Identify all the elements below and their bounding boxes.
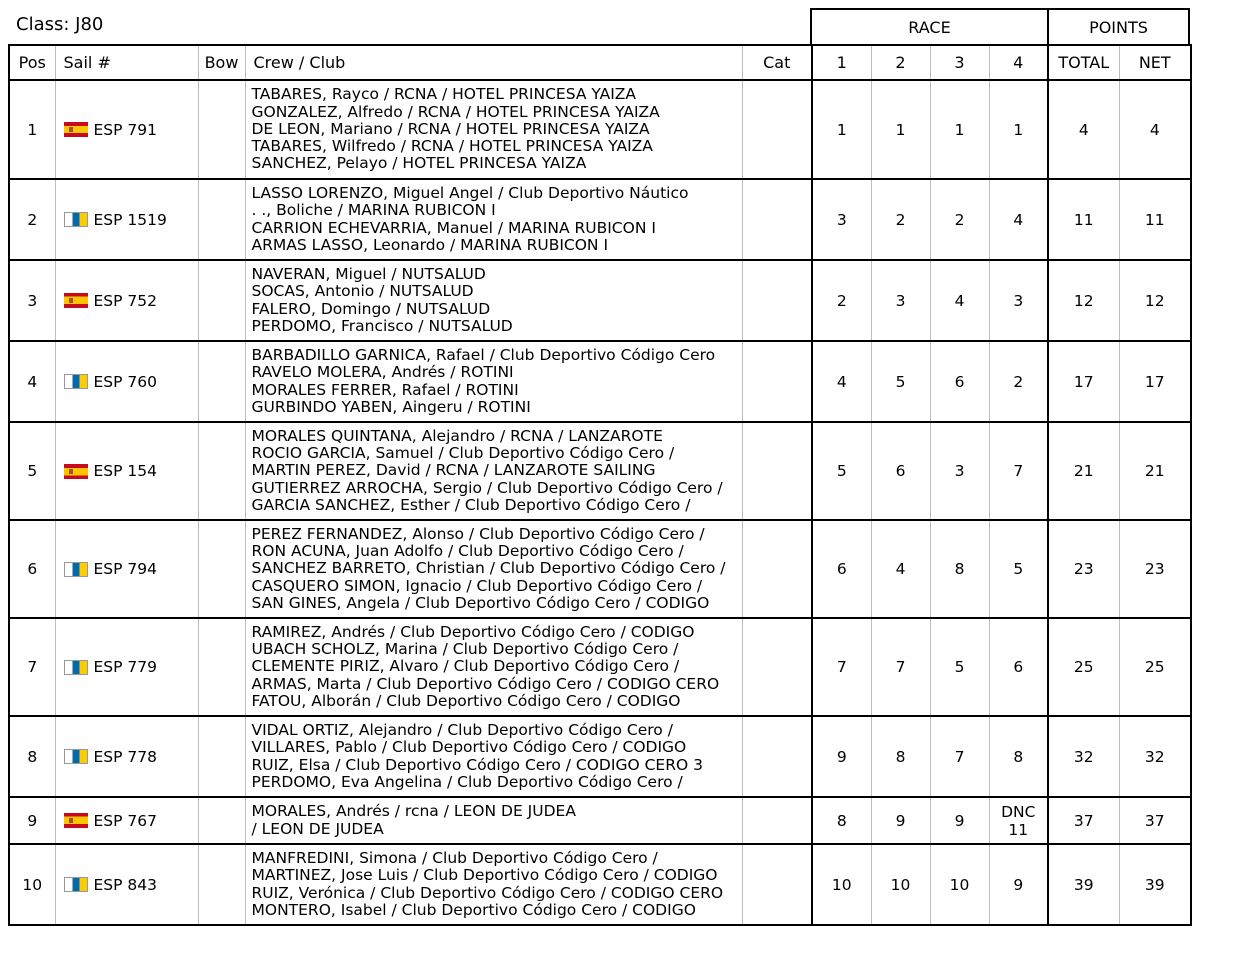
race-4-cell: 8 [989, 716, 1048, 797]
crew-line: GARCIA SANCHEZ, Esther / Club Deportivo Código Cero / [251, 495, 691, 514]
crew-line: RON ACUNA, Juan Adolfo / Club Deportivo Código Cero / [251, 542, 684, 561]
canary-islands-flag-icon [64, 877, 88, 892]
sail-cell [55, 520, 198, 618]
crew-line: LASSO LORENZO, Miguel Angel / Club Deportivo Náutico [251, 184, 689, 203]
race-2-cell: 1 [871, 80, 930, 179]
race-4-cell: 4 [989, 179, 1048, 260]
table-row [9, 797, 1191, 844]
crew-line: NAVERAN, Miguel / NUTSALUD [251, 265, 486, 284]
crew-line: / LEON DE JUDEA [251, 819, 384, 838]
net-cell: 4 [1119, 80, 1191, 179]
bow-cell [198, 179, 245, 260]
race-2-cell: 6 [871, 422, 930, 520]
spain-flag-icon [64, 464, 88, 479]
race-3-cell: 4 [930, 260, 989, 341]
col-race4-header: 4 [989, 45, 1048, 80]
crew-line: SANCHEZ, Pelayo / HOTEL PRINCESA YAIZA [251, 154, 587, 173]
total-cell: 17 [1048, 341, 1119, 422]
cat-cell [742, 179, 812, 260]
race-1-cell: 3 [812, 179, 871, 260]
pos-cell: 4 [9, 341, 55, 422]
sail-cell [55, 797, 198, 844]
crew-cell [245, 797, 742, 844]
net-cell: 23 [1119, 520, 1191, 618]
bow-cell [198, 520, 245, 618]
crew-line: SOCAS, Antonio / NUTSALUD [251, 282, 474, 301]
table-row [9, 422, 1191, 520]
pos-cell: 9 [9, 797, 55, 844]
cat-cell [742, 260, 812, 341]
col-total-header: TOTAL [1048, 45, 1119, 80]
crew-cell [245, 844, 742, 925]
col-cat-header: Cat [742, 45, 812, 80]
crew-line: . ., Boliche / MARINA RUBICON I [251, 201, 496, 220]
sail-cell [55, 716, 198, 797]
crew-line: PERDOMO, Eva Angelina / Club Deportivo Código Cero / [251, 772, 683, 791]
crew-line: VILLARES, Pablo / Club Deportivo Código Cero / CODIGO [251, 738, 687, 757]
bow-cell [198, 797, 245, 844]
sail-cell [55, 179, 198, 260]
sail-number: ESP 843 [93, 875, 157, 894]
race-1-cell: 7 [812, 618, 871, 716]
race-1-cell: 5 [812, 422, 871, 520]
race-3-cell: 2 [930, 179, 989, 260]
race-group-header: RACE [810, 8, 1049, 44]
crew-line: ROCIO GARCIA, Samuel / Club Deportivo Código Cero / [251, 444, 675, 463]
race-3-cell: 3 [930, 422, 989, 520]
race-1-cell: 4 [812, 341, 871, 422]
race-1-cell: 1 [812, 80, 871, 179]
table-row [9, 716, 1191, 797]
cat-cell [742, 520, 812, 618]
race-2-cell: 7 [871, 618, 930, 716]
crew-line: MARTINEZ, Jose Luis / Club Deportivo Código Cero / CODIGO [251, 866, 718, 885]
net-cell: 32 [1119, 716, 1191, 797]
spain-flag-icon [64, 122, 88, 137]
crew-cell [245, 716, 742, 797]
race-3-cell: 7 [930, 716, 989, 797]
sail-cell [55, 80, 198, 179]
race-3-cell: 8 [930, 520, 989, 618]
pos-cell: 2 [9, 179, 55, 260]
crew-line: GONZALEZ, Alfredo / RCNA / HOTEL PRINCESA YAIZA [251, 102, 660, 121]
header-row [9, 45, 1191, 80]
table-row [9, 260, 1191, 341]
table-row [9, 341, 1191, 422]
results-table [8, 44, 1192, 926]
sail-number: ESP 778 [93, 747, 157, 766]
crew-line: FATOU, Alborán / Club Deportivo Código Cero / CODIGO [251, 691, 681, 710]
table-row [9, 80, 1191, 179]
total-cell: 32 [1048, 716, 1119, 797]
crew-line: ARMAS, Marta / Club Deportivo Código Cero / CODIGO CERO [251, 674, 720, 693]
canary-islands-flag-icon [64, 660, 88, 675]
cat-cell [742, 341, 812, 422]
canary-islands-flag-icon [64, 562, 88, 577]
race-2-cell: 10 [871, 844, 930, 925]
net-cell: 37 [1119, 797, 1191, 844]
race-4-cell: 7 [989, 422, 1048, 520]
race-3-cell: 5 [930, 618, 989, 716]
crew-cell [245, 260, 742, 341]
net-cell: 12 [1119, 260, 1191, 341]
sail-cell [55, 260, 198, 341]
crew-line: MORALES FERRER, Rafael / ROTINI [251, 380, 519, 399]
bow-cell [198, 618, 245, 716]
total-cell: 12 [1048, 260, 1119, 341]
sail-number: ESP 752 [93, 291, 157, 310]
race-1-cell: 8 [812, 797, 871, 844]
sail-number: ESP 767 [93, 811, 157, 830]
table-row [9, 520, 1191, 618]
race-1-cell: 6 [812, 520, 871, 618]
race-4-cell: 5 [989, 520, 1048, 618]
net-cell: 25 [1119, 618, 1191, 716]
col-crew-header: Crew / Club [245, 45, 742, 80]
crew-line: MORALES QUINTANA, Alejandro / RCNA / LANZAROTE [251, 426, 663, 445]
race-4-cell: 6 [989, 618, 1048, 716]
crew-line: MONTERO, Isabel / Club Deportivo Código Cero / CODIGO [251, 900, 696, 919]
bow-cell [198, 422, 245, 520]
crew-line: MORALES, Andrés / rcna / LEON DE JUDEA [251, 802, 576, 821]
race-2-cell: 9 [871, 797, 930, 844]
canary-islands-flag-icon [64, 749, 88, 764]
pos-cell: 5 [9, 422, 55, 520]
net-cell: 39 [1119, 844, 1191, 925]
cat-cell [742, 422, 812, 520]
crew-line: RAVELO MOLERA, Andrés / ROTINI [251, 363, 514, 382]
canary-islands-flag-icon [64, 374, 88, 389]
crew-cell [245, 520, 742, 618]
crew-line: PEREZ FERNANDEZ, Alonso / Club Deportivo Código Cero / [251, 524, 705, 543]
crew-line: TABARES, Wilfredo / RCNA / HOTEL PRINCESA YAIZA [251, 137, 653, 156]
bow-cell [198, 716, 245, 797]
crew-line: RUIZ, Elsa / Club Deportivo Código Cero / CODIGO CERO 3 [251, 755, 703, 774]
crew-line: CASQUERO SIMON, Ignacio / Club Deportivo Código Cero / [251, 576, 703, 595]
crew-cell [245, 341, 742, 422]
pos-cell: 10 [9, 844, 55, 925]
cat-cell [742, 844, 812, 925]
sail-number: ESP 794 [93, 560, 157, 578]
crew-line: CLEMENTE PIRIZ, Alvaro / Club Deportivo Código Cero / [251, 657, 680, 676]
cat-cell [742, 80, 812, 179]
total-cell: 37 [1048, 797, 1119, 844]
table-row [9, 844, 1191, 925]
race-1-cell: 9 [812, 716, 871, 797]
sail-cell [55, 341, 198, 422]
race-4-cell: 9 [989, 844, 1048, 925]
race-3-cell: 9 [930, 797, 989, 844]
col-sail-header: Sail # [55, 45, 198, 80]
pos-cell: 7 [9, 618, 55, 716]
crew-line: VIDAL ORTIZ, Alejandro / Club Deportivo Código Cero / [251, 721, 673, 740]
table-row [9, 618, 1191, 716]
bow-cell [198, 844, 245, 925]
sail-number: ESP 1519 [93, 210, 167, 229]
total-cell: 21 [1048, 422, 1119, 520]
cat-cell [742, 797, 812, 844]
total-cell: 4 [1048, 80, 1119, 179]
sail-number: ESP 760 [93, 372, 157, 391]
race-4-cell: 2 [989, 341, 1048, 422]
race-2-cell: 3 [871, 260, 930, 341]
bow-cell [198, 260, 245, 341]
crew-line: SAN GINES, Angela / Club Deportivo Código Cero / CODIGO [251, 593, 710, 612]
crew-line: TABARES, Rayco / RCNA / HOTEL PRINCESA YAIZA [251, 85, 637, 104]
race-4-cell: 3 [989, 260, 1048, 341]
total-cell: 25 [1048, 618, 1119, 716]
crew-cell [245, 618, 742, 716]
race-1-cell: 10 [812, 844, 871, 925]
spain-flag-icon [64, 813, 88, 828]
sail-cell [55, 422, 198, 520]
crew-cell [245, 80, 742, 179]
crew-line: DE LEON, Mariano / RCNA / HOTEL PRINCESA YAIZA [251, 119, 650, 138]
race-4-cell: DNC 11 [989, 797, 1048, 844]
net-cell: 11 [1119, 179, 1191, 260]
crew-line: RAMIREZ, Andrés / Club Deportivo Código Cero / CODIGO [251, 622, 695, 641]
class-title: Class: J80 [16, 14, 104, 35]
race-1-cell: 2 [812, 260, 871, 341]
crew-line: FALERO, Domingo / NUTSALUD [251, 299, 491, 318]
sail-number: ESP 779 [93, 658, 157, 676]
sail-number: ESP 154 [93, 462, 157, 480]
race-4-cell: 1 [989, 80, 1048, 179]
crew-line: BARBADILLO GARNICA, Rafael / Club Deportivo Código Cero [251, 346, 716, 365]
crew-line: PERDOMO, Francisco / NUTSALUD [251, 316, 513, 335]
cat-cell [742, 618, 812, 716]
sail-number: ESP 791 [93, 120, 157, 139]
race-2-cell: 5 [871, 341, 930, 422]
crew-line: RUIZ, Verónica / Club Deportivo Código Cero / CODIGO CERO [251, 883, 724, 902]
race-3-cell: 1 [930, 80, 989, 179]
net-cell: 21 [1119, 422, 1191, 520]
spain-flag-icon [64, 293, 88, 308]
col-race2-header: 2 [871, 45, 930, 80]
pos-cell: 3 [9, 260, 55, 341]
race-3-cell: 10 [930, 844, 989, 925]
bow-cell [198, 341, 245, 422]
col-race3-header: 3 [930, 45, 989, 80]
total-cell: 11 [1048, 179, 1119, 260]
race-2-cell: 2 [871, 179, 930, 260]
col-net-header: NET [1119, 45, 1191, 80]
canary-islands-flag-icon [64, 212, 88, 227]
crew-line: MANFREDINI, Simona / Club Deportivo Código Cero / [251, 849, 658, 868]
points-group-header: POINTS [1047, 8, 1190, 44]
pos-cell: 6 [9, 520, 55, 618]
col-bow-header: Bow [198, 45, 245, 80]
net-cell: 17 [1119, 341, 1191, 422]
race-3-cell: 6 [930, 341, 989, 422]
col-pos-header: Pos [9, 45, 55, 80]
crew-cell [245, 179, 742, 260]
sail-cell [55, 844, 198, 925]
crew-line: MARTIN PEREZ, David / RCNA / LANZAROTE SAILING [251, 461, 656, 480]
crew-line: GUTIERREZ ARROCHA, Sergio / Club Deportivo Código Cero / [251, 478, 723, 497]
cat-cell [742, 716, 812, 797]
crew-line: UBACH SCHOLZ, Marina / Club Deportivo Código Cero / [251, 640, 679, 659]
crew-line: SANCHEZ BARRETO, Christian / Club Deportivo Código Cero / [251, 559, 726, 578]
race-2-cell: 8 [871, 716, 930, 797]
total-cell: 39 [1048, 844, 1119, 925]
crew-line: ARMAS LASSO, Leonardo / MARINA RUBICON I [251, 235, 609, 254]
race-2-cell: 4 [871, 520, 930, 618]
sail-cell [55, 618, 198, 716]
crew-line: CARRION ECHEVARRIA, Manuel / MARINA RUBICON I [251, 218, 656, 237]
pos-cell: 8 [9, 716, 55, 797]
crew-cell [245, 422, 742, 520]
table-row [9, 179, 1191, 260]
bow-cell [198, 80, 245, 179]
col-race1-header: 1 [812, 45, 871, 80]
total-cell: 23 [1048, 520, 1119, 618]
crew-line: GURBINDO YABEN, Aingeru / ROTINI [251, 397, 531, 416]
pos-cell: 1 [9, 80, 55, 179]
